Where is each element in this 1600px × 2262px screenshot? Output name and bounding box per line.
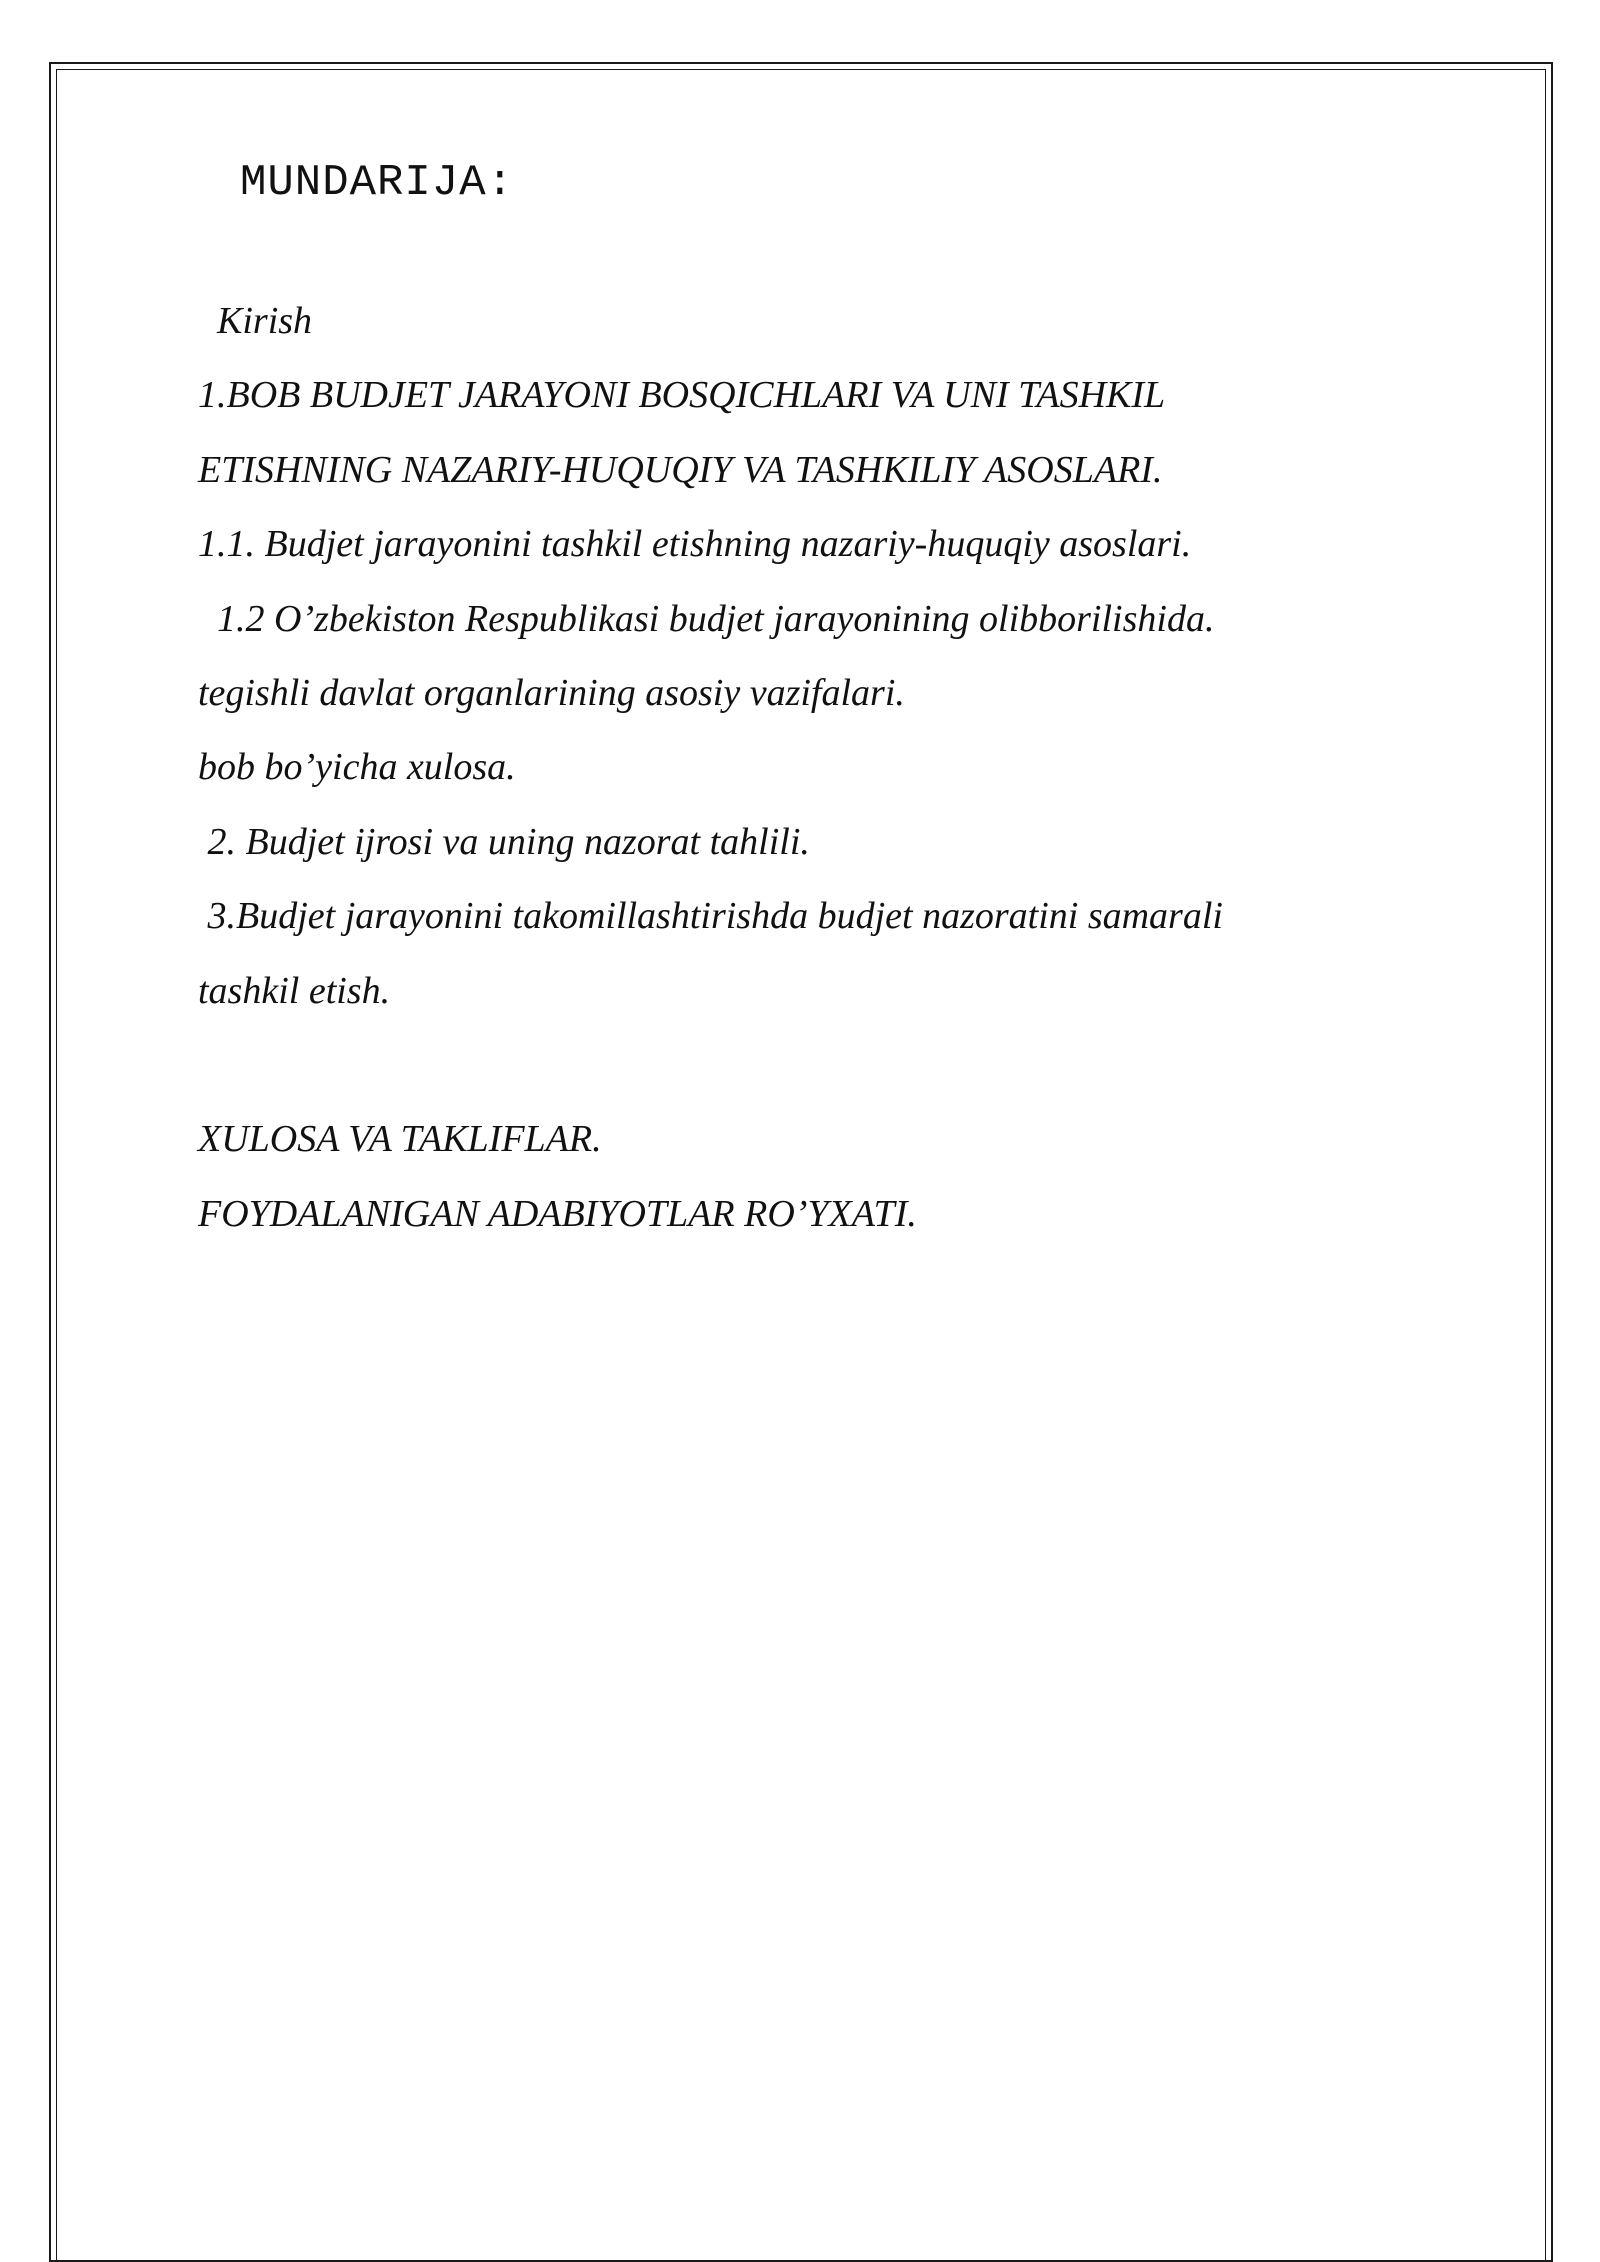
toc-entry-conclusions: XULOSA VA TAKLIFLAR. (198, 1118, 602, 1161)
page-title: MUNDARIJA: (240, 158, 515, 208)
table-of-contents (198, 284, 1223, 1251)
toc-entry-chapter-1-line-2: ETISHNING NAZARIY-HUQUQIY VA TASHKILIY ASOSLARI. (198, 448, 1163, 491)
toc-entry-chapter-summary: bob bo’yicha xulosa. (198, 746, 516, 789)
toc-entry-kirish: Kirish (198, 300, 313, 342)
toc-entry-section-1-2-line-2: tegishli davlat organlarining asosiy vazifalari. (198, 671, 905, 714)
toc-entry-chapter-1-line-1: 1.BOB BUDJET JARAYONI BOSQICHLARI VA UNI TASHKIL (198, 374, 1166, 417)
toc-entry-chapter-3-line-2: tashkil etish. (198, 969, 391, 1012)
toc-entry-section-1-1: 1.1. Budjet jarayonini tashkil etishning nazariy-huquqiy asoslari. (198, 523, 1192, 566)
toc-entry-section-1-2-line-1: 1.2 O’zbekiston Respublikasi budjet jarayonining olibborilishida. (198, 597, 1215, 640)
toc-entry-chapter-3-line-1: 3.Budjet jarayonini takomillashtirishda budjet nazoratini samarali (198, 895, 1223, 938)
toc-entry-references: FOYDALANIGAN ADABIYOTLAR RO’YXATI. (198, 1192, 917, 1235)
toc-blank-line (198, 1028, 1223, 1102)
toc-entry-chapter-2: 2. Budjet ijrosi va uning nazorat tahlili. (198, 820, 810, 863)
